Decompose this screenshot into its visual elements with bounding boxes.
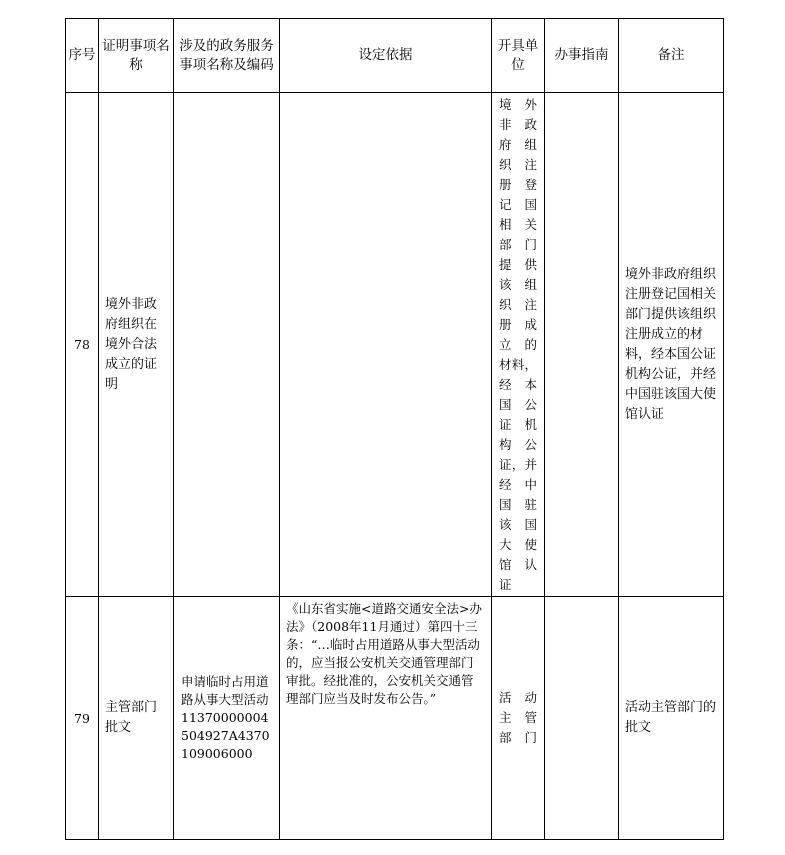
service-guide (545, 93, 619, 597)
unit-text-line: 册 成 (499, 316, 537, 332)
unit-text-line: 相 关 (499, 216, 537, 232)
service-guide (545, 597, 619, 840)
unit-text-line: 馆 认 (499, 556, 537, 572)
unit-text-line: 国 公 (499, 396, 537, 412)
unit-text-line: 府 组 (499, 136, 537, 152)
issuing-unit (492, 93, 545, 597)
unit-text-line: 部门 (499, 730, 537, 745)
unit-text-line: 非 政 (499, 116, 537, 132)
table-row (66, 597, 724, 840)
issuing-unit-text (499, 688, 537, 748)
issuing-unit (492, 597, 545, 840)
unit-text-line: 境 外 (499, 96, 537, 112)
unit-text-line: 活 动 (499, 690, 537, 705)
legal-basis (280, 93, 492, 597)
unit-text-line: 证，并 (499, 456, 537, 472)
certificate-name: 主管部门批文 (99, 597, 174, 840)
unit-text-line: 国 驻 (499, 496, 537, 512)
header-service: 涉及的政务服务事项名称及编码 (174, 19, 280, 93)
certificate-items-table (65, 18, 724, 840)
unit-text-line: 册 登 (499, 176, 537, 192)
unit-text-line: 记 国 (499, 196, 537, 212)
unit-text-line: 主 管 (499, 710, 537, 725)
unit-text-line: 经 本 (499, 376, 537, 392)
header-remark: 备注 (619, 19, 724, 93)
row-number: 78 (66, 93, 99, 597)
unit-text-line: 该 组 (499, 276, 537, 292)
unit-text-line: 部 门 (499, 236, 537, 252)
header-basis: 设定依据 (280, 19, 492, 93)
unit-text-line: 立 的 (499, 336, 537, 352)
row-number: 79 (66, 597, 99, 840)
unit-text-line: 构 公 (499, 436, 537, 452)
table-row (66, 93, 724, 597)
unit-text-line: 材料， (499, 356, 537, 372)
unit-text-line: 证 机 (499, 416, 537, 432)
unit-text-line: 证 (499, 576, 512, 592)
legal-basis: 《山东省实施<道路交通安全法>办法》（2008年11月通过）第四十三条：“…临时占用道路从事大型活动的，应当报公安机关交通管理部门审批。经批准的，公安机关交通管理部门应当及时发布公告。” (280, 597, 492, 840)
unit-text-line: 织 注 (499, 296, 537, 312)
header-name: 证明事项名称 (99, 19, 174, 93)
unit-text-line: 该 国 (499, 516, 537, 532)
remark: 活动主管部门的批文 (619, 597, 724, 840)
service-item (174, 93, 280, 597)
header-unit: 开具单位 (492, 19, 545, 93)
table-header-row (66, 19, 724, 93)
issuing-unit-text (499, 95, 537, 595)
service-item: 申请临时占用道路从事大型活动 11370000004504927A4370109006000 (174, 597, 280, 840)
unit-text-line: 织 注 (499, 156, 537, 172)
header-no: 序号 (66, 19, 99, 93)
unit-text-line: 提 供 (499, 256, 537, 272)
certificate-name: 境外非政府组织在境外合法成立的证明 (99, 93, 174, 597)
header-guide: 办事指南 (545, 19, 619, 93)
remark: 境外非政府组织注册登记国相关部门提供该组织注册成立的材料，经本国公证机构公证，并经中国驻该国大使馆认证 (619, 93, 724, 597)
unit-text-line: 大 使 (499, 536, 537, 552)
unit-text-line: 经 中 (499, 476, 537, 492)
